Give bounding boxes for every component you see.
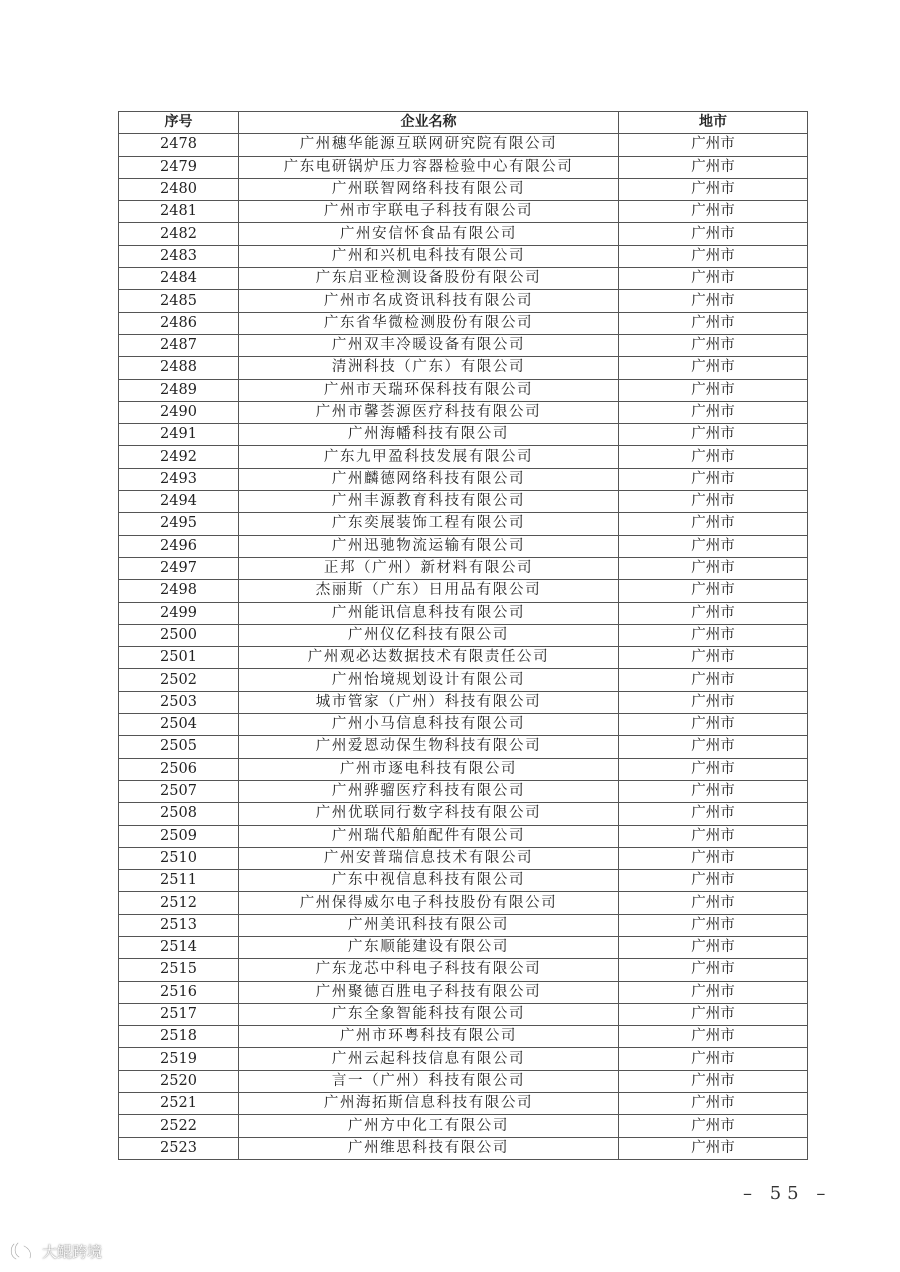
cell-serial: 2522 bbox=[119, 1115, 239, 1137]
cell-city: 广州市 bbox=[619, 535, 808, 557]
table-row bbox=[119, 1003, 808, 1025]
cell-city: 广州市 bbox=[619, 1070, 808, 1092]
table-row bbox=[119, 1026, 808, 1048]
cell-serial: 2514 bbox=[119, 936, 239, 958]
table-row bbox=[119, 1048, 808, 1070]
cell-city: 广州市 bbox=[619, 647, 808, 669]
cell-company-name: 广州云起科技信息有限公司 bbox=[239, 1048, 619, 1070]
cell-city: 广州市 bbox=[619, 557, 808, 579]
cell-company-name: 城市管家（广州）科技有限公司 bbox=[239, 691, 619, 713]
table-row bbox=[119, 446, 808, 468]
cell-serial: 2481 bbox=[119, 201, 239, 223]
logo-icon bbox=[8, 1240, 38, 1262]
table-row bbox=[119, 1070, 808, 1092]
cell-company-name: 广东电研锅炉压力容器检验中心有限公司 bbox=[239, 156, 619, 178]
table-row bbox=[119, 714, 808, 736]
cell-serial: 2497 bbox=[119, 557, 239, 579]
table-row bbox=[119, 691, 808, 713]
cell-serial: 2508 bbox=[119, 803, 239, 825]
cell-company-name: 广州怡境规划设计有限公司 bbox=[239, 669, 619, 691]
cell-city: 广州市 bbox=[619, 290, 808, 312]
cell-company-name: 广州安信怀食品有限公司 bbox=[239, 223, 619, 245]
cell-serial: 2506 bbox=[119, 758, 239, 780]
cell-serial: 2507 bbox=[119, 780, 239, 802]
cell-company-name: 广州市馨荟源医疗科技有限公司 bbox=[239, 401, 619, 423]
table-row bbox=[119, 803, 808, 825]
cell-city: 广州市 bbox=[619, 424, 808, 446]
table-row bbox=[119, 223, 808, 245]
cell-serial: 2512 bbox=[119, 892, 239, 914]
table-row bbox=[119, 134, 808, 156]
cell-city: 广州市 bbox=[619, 1003, 808, 1025]
cell-city: 广州市 bbox=[619, 825, 808, 847]
table-row bbox=[119, 201, 808, 223]
cell-serial: 2518 bbox=[119, 1026, 239, 1048]
table-row bbox=[119, 736, 808, 758]
cell-company-name: 广东龙芯中科电子科技有限公司 bbox=[239, 959, 619, 981]
cell-city: 广州市 bbox=[619, 1137, 808, 1159]
watermark-text: 大鲲跨境 bbox=[42, 1242, 103, 1261]
table-row bbox=[119, 758, 808, 780]
cell-serial: 2500 bbox=[119, 624, 239, 646]
cell-company-name: 广东省华微检测股份有限公司 bbox=[239, 312, 619, 334]
table-row bbox=[119, 914, 808, 936]
table-row bbox=[119, 870, 808, 892]
cell-company-name: 广州穗华能源互联网研究院有限公司 bbox=[239, 134, 619, 156]
table-row bbox=[119, 156, 808, 178]
cell-company-name: 广州爱恩动保生物科技有限公司 bbox=[239, 736, 619, 758]
cell-serial: 2502 bbox=[119, 669, 239, 691]
cell-city: 广州市 bbox=[619, 491, 808, 513]
table-row bbox=[119, 892, 808, 914]
cell-city: 广州市 bbox=[619, 334, 808, 356]
table-row bbox=[119, 602, 808, 624]
cell-serial: 2523 bbox=[119, 1137, 239, 1159]
cell-city: 广州市 bbox=[619, 914, 808, 936]
table-row bbox=[119, 290, 808, 312]
cell-serial: 2520 bbox=[119, 1070, 239, 1092]
cell-company-name: 清洲科技（广东）有限公司 bbox=[239, 357, 619, 379]
cell-company-name: 广州市逐电科技有限公司 bbox=[239, 758, 619, 780]
cell-city: 广州市 bbox=[619, 624, 808, 646]
table-row bbox=[119, 424, 808, 446]
cell-city: 广州市 bbox=[619, 357, 808, 379]
cell-city: 广州市 bbox=[619, 803, 808, 825]
cell-company-name: 广州和兴机电科技有限公司 bbox=[239, 245, 619, 267]
cell-company-name: 杰丽斯（广东）日用品有限公司 bbox=[239, 580, 619, 602]
table-row bbox=[119, 268, 808, 290]
cell-city: 广州市 bbox=[619, 312, 808, 334]
table-row bbox=[119, 178, 808, 200]
cell-city: 广州市 bbox=[619, 513, 808, 535]
cell-company-name: 广州迅驰物流运输有限公司 bbox=[239, 535, 619, 557]
cell-company-name: 广东全象智能科技有限公司 bbox=[239, 1003, 619, 1025]
cell-serial: 2493 bbox=[119, 468, 239, 490]
cell-city: 广州市 bbox=[619, 758, 808, 780]
cell-city: 广州市 bbox=[619, 446, 808, 468]
cell-company-name: 广州市天瑞环保科技有限公司 bbox=[239, 379, 619, 401]
cell-company-name: 正邦（广州）新材料有限公司 bbox=[239, 557, 619, 579]
cell-company-name: 广州方中化工有限公司 bbox=[239, 1115, 619, 1137]
table-row bbox=[119, 491, 808, 513]
table-row bbox=[119, 624, 808, 646]
table-row bbox=[119, 847, 808, 869]
cell-city: 广州市 bbox=[619, 468, 808, 490]
cell-city: 广州市 bbox=[619, 736, 808, 758]
cell-serial: 2503 bbox=[119, 691, 239, 713]
cell-city: 广州市 bbox=[619, 714, 808, 736]
cell-company-name: 广州聚德百胜电子科技有限公司 bbox=[239, 981, 619, 1003]
cell-city: 广州市 bbox=[619, 156, 808, 178]
cell-city: 广州市 bbox=[619, 936, 808, 958]
cell-serial: 2505 bbox=[119, 736, 239, 758]
cell-serial: 2486 bbox=[119, 312, 239, 334]
table-row bbox=[119, 580, 808, 602]
cell-company-name: 言一（广州）科技有限公司 bbox=[239, 1070, 619, 1092]
cell-company-name: 广州市名成资讯科技有限公司 bbox=[239, 290, 619, 312]
table-row bbox=[119, 379, 808, 401]
cell-serial: 2501 bbox=[119, 647, 239, 669]
cell-company-name: 广东奕展装饰工程有限公司 bbox=[239, 513, 619, 535]
watermark bbox=[8, 1240, 102, 1262]
table-row bbox=[119, 357, 808, 379]
header-company-name: 企业名称 bbox=[239, 112, 619, 134]
cell-company-name: 广州双丰冷暖设备有限公司 bbox=[239, 334, 619, 356]
header-city: 地市 bbox=[619, 112, 808, 134]
cell-city: 广州市 bbox=[619, 245, 808, 267]
cell-company-name: 广东中视信息科技有限公司 bbox=[239, 870, 619, 892]
table-row bbox=[119, 1137, 808, 1159]
cell-serial: 2495 bbox=[119, 513, 239, 535]
cell-serial: 2519 bbox=[119, 1048, 239, 1070]
table-row bbox=[119, 936, 808, 958]
cell-city: 广州市 bbox=[619, 959, 808, 981]
cell-company-name: 广州市环粤科技有限公司 bbox=[239, 1026, 619, 1048]
cell-serial: 2491 bbox=[119, 424, 239, 446]
cell-serial: 2496 bbox=[119, 535, 239, 557]
cell-company-name: 广州维思科技有限公司 bbox=[239, 1137, 619, 1159]
cell-city: 广州市 bbox=[619, 780, 808, 802]
table-row bbox=[119, 557, 808, 579]
cell-company-name: 广州瑞代船舶配件有限公司 bbox=[239, 825, 619, 847]
cell-city: 广州市 bbox=[619, 892, 808, 914]
cell-serial: 2480 bbox=[119, 178, 239, 200]
cell-company-name: 广州优联同行数字科技有限公司 bbox=[239, 803, 619, 825]
cell-company-name: 广州麟德网络科技有限公司 bbox=[239, 468, 619, 490]
page-number: – 55 – bbox=[743, 1183, 832, 1204]
table-row bbox=[119, 1115, 808, 1137]
cell-serial: 2517 bbox=[119, 1003, 239, 1025]
cell-serial: 2521 bbox=[119, 1093, 239, 1115]
cell-city: 广州市 bbox=[619, 379, 808, 401]
cell-serial: 2489 bbox=[119, 379, 239, 401]
cell-serial: 2498 bbox=[119, 580, 239, 602]
cell-serial: 2511 bbox=[119, 870, 239, 892]
cell-city: 广州市 bbox=[619, 847, 808, 869]
cell-company-name: 广州联智网络科技有限公司 bbox=[239, 178, 619, 200]
table-row bbox=[119, 959, 808, 981]
cell-serial: 2482 bbox=[119, 223, 239, 245]
table-row bbox=[119, 825, 808, 847]
cell-company-name: 广州保得威尔电子科技股份有限公司 bbox=[239, 892, 619, 914]
cell-city: 广州市 bbox=[619, 223, 808, 245]
cell-city: 广州市 bbox=[619, 870, 808, 892]
cell-city: 广州市 bbox=[619, 134, 808, 156]
cell-city: 广州市 bbox=[619, 178, 808, 200]
cell-company-name: 广州观必达数据技术有限责任公司 bbox=[239, 647, 619, 669]
cell-serial: 2509 bbox=[119, 825, 239, 847]
cell-company-name: 广州能讯信息科技有限公司 bbox=[239, 602, 619, 624]
cell-serial: 2515 bbox=[119, 959, 239, 981]
cell-company-name: 广州骅骝医疗科技有限公司 bbox=[239, 780, 619, 802]
cell-serial: 2487 bbox=[119, 334, 239, 356]
company-table bbox=[118, 111, 808, 1160]
table-header-row bbox=[119, 112, 808, 134]
cell-company-name: 广州小马信息科技有限公司 bbox=[239, 714, 619, 736]
table-row bbox=[119, 780, 808, 802]
cell-city: 广州市 bbox=[619, 981, 808, 1003]
table-row bbox=[119, 1093, 808, 1115]
cell-company-name: 广东顺能建设有限公司 bbox=[239, 936, 619, 958]
cell-city: 广州市 bbox=[619, 691, 808, 713]
table-row bbox=[119, 669, 808, 691]
cell-company-name: 广州安普瑞信息技术有限公司 bbox=[239, 847, 619, 869]
cell-serial: 2516 bbox=[119, 981, 239, 1003]
cell-serial: 2494 bbox=[119, 491, 239, 513]
cell-city: 广州市 bbox=[619, 268, 808, 290]
cell-company-name: 广东九甲盈科技发展有限公司 bbox=[239, 446, 619, 468]
table-row bbox=[119, 468, 808, 490]
table-row bbox=[119, 312, 808, 334]
cell-city: 广州市 bbox=[619, 1115, 808, 1137]
cell-company-name: 广州海幡科技有限公司 bbox=[239, 424, 619, 446]
cell-city: 广州市 bbox=[619, 401, 808, 423]
cell-serial: 2484 bbox=[119, 268, 239, 290]
cell-city: 广州市 bbox=[619, 1048, 808, 1070]
cell-serial: 2483 bbox=[119, 245, 239, 267]
table-row bbox=[119, 334, 808, 356]
cell-city: 广州市 bbox=[619, 201, 808, 223]
cell-serial: 2513 bbox=[119, 914, 239, 936]
table-row bbox=[119, 513, 808, 535]
cell-company-name: 广州丰源教育科技有限公司 bbox=[239, 491, 619, 513]
cell-city: 广州市 bbox=[619, 669, 808, 691]
header-serial: 序号 bbox=[119, 112, 239, 134]
cell-company-name: 广州美讯科技有限公司 bbox=[239, 914, 619, 936]
cell-company-name: 广州市宇联电子科技有限公司 bbox=[239, 201, 619, 223]
cell-company-name: 广东启亚检测设备股份有限公司 bbox=[239, 268, 619, 290]
cell-serial: 2510 bbox=[119, 847, 239, 869]
cell-serial: 2490 bbox=[119, 401, 239, 423]
cell-serial: 2492 bbox=[119, 446, 239, 468]
table-row bbox=[119, 981, 808, 1003]
cell-city: 广州市 bbox=[619, 602, 808, 624]
table-row bbox=[119, 401, 808, 423]
table-row bbox=[119, 535, 808, 557]
cell-city: 广州市 bbox=[619, 1026, 808, 1048]
cell-serial: 2485 bbox=[119, 290, 239, 312]
cell-city: 广州市 bbox=[619, 580, 808, 602]
cell-company-name: 广州仪亿科技有限公司 bbox=[239, 624, 619, 646]
cell-city: 广州市 bbox=[619, 1093, 808, 1115]
cell-serial: 2488 bbox=[119, 357, 239, 379]
cell-serial: 2478 bbox=[119, 134, 239, 156]
table-row bbox=[119, 245, 808, 267]
cell-company-name: 广州海拓斯信息科技有限公司 bbox=[239, 1093, 619, 1115]
cell-serial: 2479 bbox=[119, 156, 239, 178]
cell-serial: 2499 bbox=[119, 602, 239, 624]
table-row bbox=[119, 647, 808, 669]
cell-serial: 2504 bbox=[119, 714, 239, 736]
